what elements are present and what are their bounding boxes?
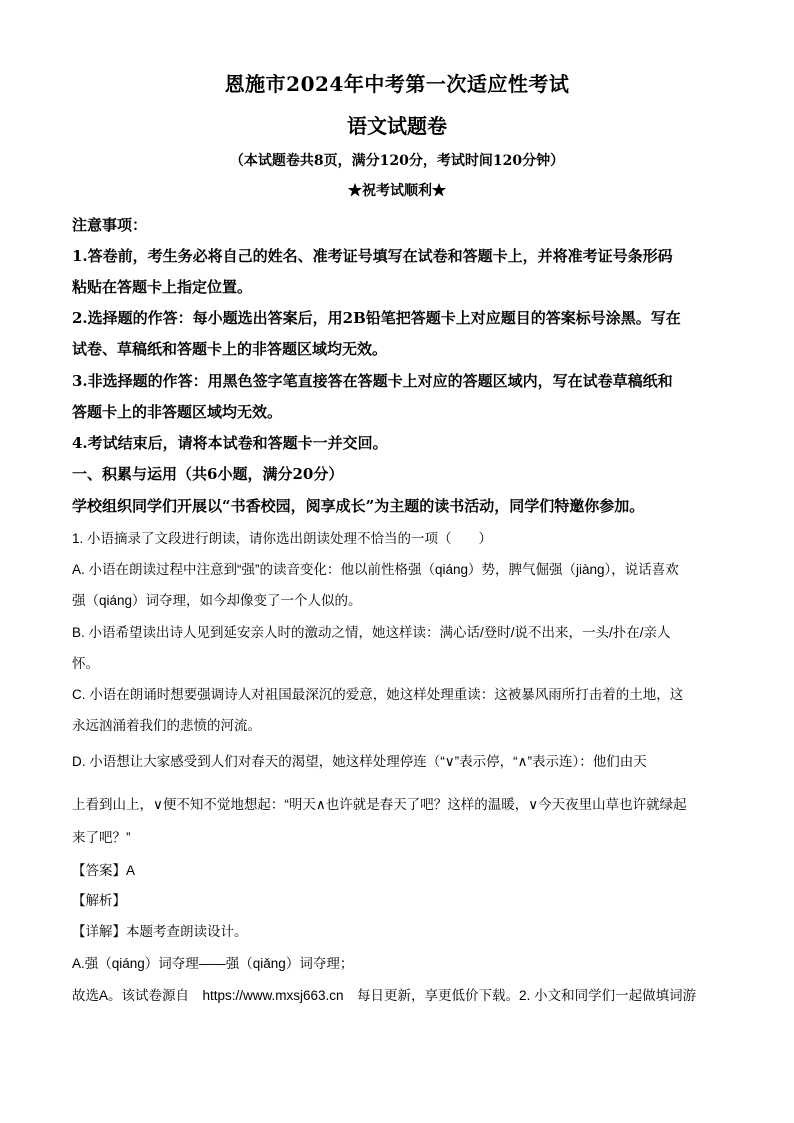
option-a-cont: 强（qiáng）词夺理，如今却像变了一个人似的。 — [72, 593, 362, 608]
notice-item-2: 2.选择题的作答：每小题选出答案后，用2B铅笔把答题卡上对应题目的答案标号涂黑。写在 — [72, 309, 681, 327]
answer-label: 【答案】A — [72, 863, 136, 878]
question-stem: 1. 小语摘录了文段进行朗读，请你选出朗读处理不恰当的一项（ ） — [72, 531, 493, 546]
notice-item-3-cont: 答题卡上的非答题区域均无效。 — [72, 403, 283, 421]
exam-note: （本试题卷共8页，满分120分，考试时间120分钟） — [229, 153, 565, 169]
option-a: A. 小语在朗读过程中注意到“强”的读音变化：他以前性格强（qiáng）势，脾气倔强（jiàng），说话喜欢 — [72, 562, 679, 577]
option-c: C. 小语在朗诵时想要强调诗人对祖国最深沉的爱意，她这样处理重读：这被暴风雨所打击着的土地，这 — [72, 687, 684, 702]
section-intro: 学校组织同学们开展以“书香校园，阅享成长”为主题的读书活动，同学们特邀你参加。 — [72, 497, 645, 515]
notice-item-1: 1.答卷前，考生务必将自己的姓名、准考证号填写在试卷和答题卡上，并将准考证号条形码 — [72, 247, 673, 265]
option-d: D. 小语想让大家感受到人们对春天的渴望，她这样处理停连（“∨”表示停，“∧”表示连）：他们由天 — [72, 754, 647, 769]
notice-item-1-cont: 粘贴在答题卡上指定位置。 — [72, 278, 253, 296]
option-d-cont-2: 来了吧？” — [72, 830, 131, 845]
option-c-cont: 永远汹涌着我们的悲愤的河流。 — [72, 718, 261, 733]
option-b-cont: 怀。 — [72, 656, 99, 671]
notice-heading: 注意事项： — [72, 216, 148, 234]
detail-text: 【详解】本题考查朗读设计。 — [72, 924, 248, 939]
option-b: B. 小语希望读出诗人见到延安亲人时的激动之情，她这样读：满心话/登时/说不出来，一头/扑在/亲人 — [72, 625, 671, 640]
answer-line-1: A.强（qiáng）词夺理——强（qiǎng）词夺理； — [72, 956, 354, 971]
notice-item-3: 3.非选择题的作答：用黑色签字笔直接答在答题卡上对应的答题区域内，写在试卷草稿纸和 — [72, 372, 673, 390]
analysis-label: 【解析】 — [72, 893, 126, 908]
option-d-cont: 上看到山上，∨便不知不觉地想起：“明天∧也许就是春天了吧？这样的温暖，∨今天夜里山草也许就绿起 — [72, 797, 687, 812]
notice-item-2-cont: 试卷、草稿纸和答题卡上的非答题区域均无效。 — [72, 340, 388, 358]
exam-subtitle: 语文试题卷 — [347, 114, 447, 138]
exam-wish: ★祝考试顺利★ — [348, 183, 446, 199]
section-heading: 一、积累与运用（共6小题，满分20分） — [72, 465, 344, 483]
answer-line-2: 故选A。该试卷源自 https://www.mxsj663.cn 每日更新，享更低价下载。2. 小文和同学们一起做填词游 — [72, 988, 697, 1003]
notice-item-4: 4.考试结束后，请将本试卷和答题卡一并交回。 — [72, 434, 388, 452]
exam-title: 恩施市2024年中考第一次适应性考试 — [224, 72, 570, 96]
